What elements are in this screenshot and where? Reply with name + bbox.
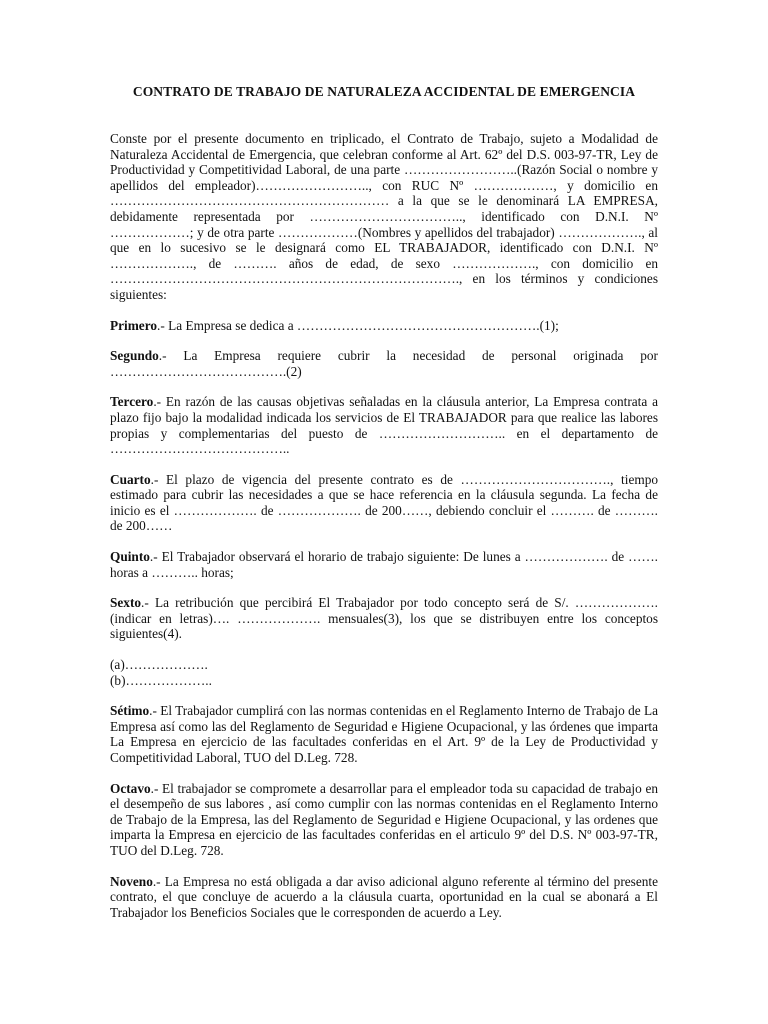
clause-heading: Octavo [110,780,151,796]
clause-cuarto [110,472,658,534]
list-item: (a)………………. [110,657,208,673]
clause-text: .- El Trabajador cumplirá con las normas contenidas en el Reglamento Interno de Trabajo de La Empresa así como las del Reglamento de Seguridad e Higiene Ocupacional, y las órdenes que imparta La Empresa en ejercicio de las facultades conferidas en el Art. 9º de la Ley de Productividad y Competitividad Laboral, TUO del D.Leg. 728. [110,703,658,765]
clause-tercero [110,394,658,456]
clause-sexto [110,595,658,642]
clause-quinto [110,549,658,580]
clause-setimo [110,703,658,765]
clause-text: .- La Empresa requiere cubrir la necesidad de personal originada por ………………………………….(2) [110,348,658,379]
intro-paragraph: Conste por el presente documento en triplicado, el Contrato de Trabajo, sujeto a Modalidad de Naturaleza Accidental de Emergencia, que celebran conforme al Art. 62º del D.S. 003-97-TR, Ley de Productividad y Competitividad Laboral, de una parte ……………………..(Razón Social o nombre y apellidos del empleador)…………………….., con RUC Nº ………………, y domicilio en ……………………………………………………… a la que se le denominará LA EMPRESA, debidamente representada por …………………………….., identificado con D.N.I. Nº ………………; y de otra parte ………………(Nombres y apellidos del trabajador) ………………., al que en lo sucesivo se le designará como EL TRABAJADOR, identificado con D.N.I. Nº ………………., de ………. años de edad, de sexo ………………., con domicilio en ……………………………………………………………………., en los términos y condiciones siguientes: [110,131,658,302]
clause-heading: Noveno [110,873,153,889]
clause-heading: Cuarto [110,471,151,487]
list-item: (b)……………….. [110,672,212,688]
clause-noveno [110,874,658,921]
clause-primero [110,318,658,334]
clause-heading: Sexto [110,595,142,611]
clause-heading: Sétimo [110,703,150,719]
document-title: CONTRATO DE TRABAJO DE NATURALEZA ACCIDENTAL DE EMERGENCIA [132,84,636,99]
clause-heading: Primero [110,317,158,333]
clause-heading: Tercero [110,394,154,410]
concepts-list [110,657,658,688]
clause-heading: Quinto [110,549,150,565]
clause-text: .- El trabajador se compromete a desarrollar para el empleador toda su capacidad de trabajo en el desempeño de sus labores , así como cumplir con las normas contenidas en el Reglamento Interno de Trabajo de la Empresa, las del Reglamento de Seguridad e Higiene Ocupacional, y las ordenes que imparta la Empresa en ejercicio de las facultades conferidas en el articulo 9º del D.S. Nº 003-97-TR, TUO del D.Leg. 728. [110,780,658,858]
clause-heading: Segundo [110,348,159,364]
clause-text: .- La Empresa no está obligada a dar aviso adicional alguno referente al término del presente contrato, el que concluye de acuerdo a la cláusula cuarta, oportunidad en la cual se abonará a El Trabajador los Beneficios Sociales que le corresponden de acuerdo a Ley. [110,873,658,920]
clause-octavo [110,781,658,859]
clause-text: .- La Empresa se dedica a ……………………………………………….(1); [157,317,559,333]
clause-text: .- En razón de las causas objetivas señaladas en la cláusula anterior, La Empresa contrata a plazo fijo bajo la modalidad indicada los servicios de El TRABAJADOR para que realice las labores propias y complementarias del puesto de ……………………….. en el departamento de ………………………………….. [110,394,658,457]
clause-text: .- El Trabajador observará el horario de trabajo siguiente: De lunes a ………………. de ……. horas a ……….. horas; [110,549,658,580]
clause-segundo [110,348,658,379]
clause-text: .- La retribución que percibirá El Trabajador por todo concepto será de S/. ………………. (indicar en letras)…. ………………. mensuales(3), los que se distribuyen entre los conceptos siguientes(4). [110,595,658,642]
clause-text: .- El plazo de vigencia del presente contrato es de ……………………………., tiempo estimado para cubrir las necesidades a que se hace referencia en la cláusula segunda. La fecha de inicio es el ………………. de ………………. de 200……, debiendo concluir el ………. de ………. de 200…… [110,471,658,534]
